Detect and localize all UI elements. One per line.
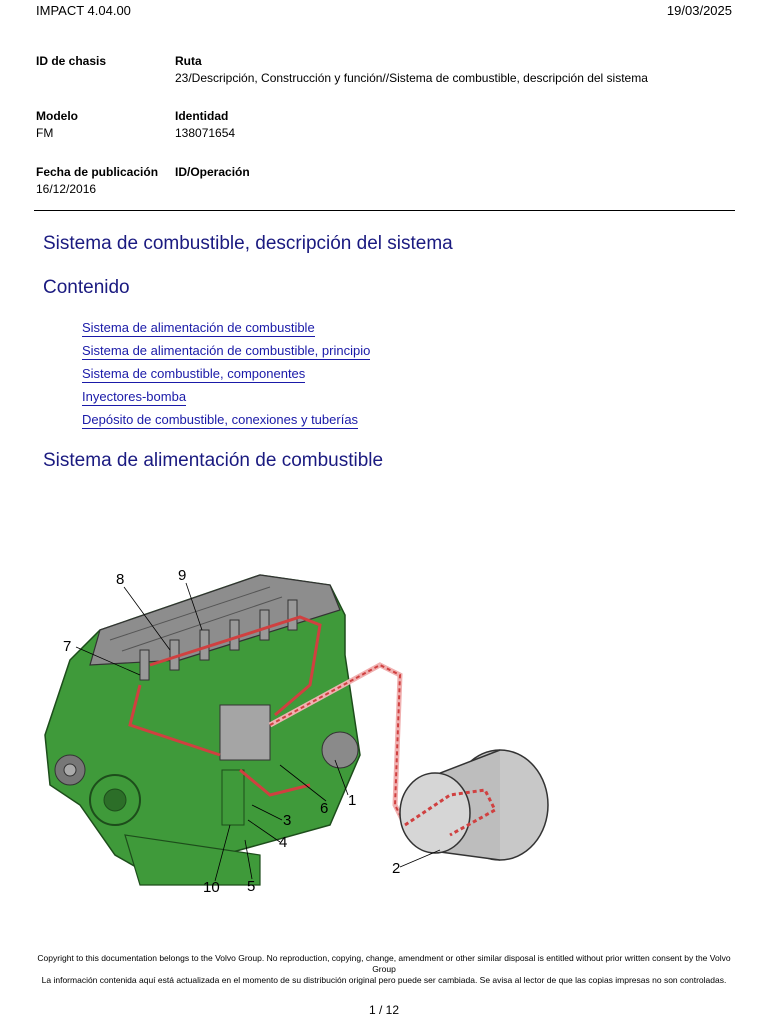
route-label: Ruta [175, 54, 202, 68]
callout-7: 7 [63, 638, 72, 655]
callout-1: 1 [348, 792, 357, 809]
fuel-system-illustration [30, 555, 560, 900]
chassis-block [36, 53, 106, 70]
contents-heading: Contenido [43, 277, 130, 298]
page-title: Sistema de combustible, descripción del sistema [43, 233, 453, 254]
page-number: 1 / 12 [368, 1003, 400, 1017]
callout-9: 9 [178, 567, 187, 584]
identity-label: Identidad [175, 109, 229, 123]
copyright-text: Copyright to this documentation belongs to the Volvo Group. No reproduction, copying, change, amendment or other similar disposal is entitled without prior written consent by the Volvo Group [37, 953, 731, 974]
chassis-label: ID de chasis [36, 54, 107, 68]
model-label: Modelo [36, 109, 78, 123]
table-of-contents [82, 319, 370, 434]
copyright-footer [30, 953, 738, 986]
callout-5: 5 [247, 878, 256, 895]
toc-link-unit-injectors[interactable]: Inyectores-bomba [82, 389, 187, 404]
toc-link-fuel-tank[interactable]: Depósito de combustible, conexiones y tuberías [82, 412, 359, 427]
operation-block [175, 164, 250, 181]
pubdate-block [36, 164, 158, 198]
print-date: 19/03/2025 [666, 3, 732, 18]
callout-4: 4 [279, 834, 288, 851]
route-block [175, 53, 648, 87]
model-block [36, 108, 78, 142]
callout-10: 10 [203, 879, 220, 896]
callout-2: 2 [392, 860, 401, 877]
app-version: IMPACT 4.04.00 [36, 3, 131, 18]
toc-link-fuel-components[interactable]: Sistema de combustible, componentes [82, 366, 306, 381]
callout-6: 6 [320, 800, 329, 817]
pubdate-value: 16/12/2016 [36, 182, 97, 196]
route-value: 23/Descripción, Construcción y función//Sistema de combustible, descripción del sistema [175, 71, 648, 85]
toc-link-fuel-supply-principle[interactable]: Sistema de alimentación de combustible, principio [82, 343, 371, 358]
section-heading: Sistema de alimentación de combustible [43, 450, 384, 471]
callout-3: 3 [283, 812, 292, 829]
pubdate-label: Fecha de publicación [36, 165, 159, 179]
model-value: FM [36, 126, 54, 140]
toc-link-fuel-supply[interactable]: Sistema de alimentación de combustible [82, 320, 315, 335]
callout-8: 8 [116, 571, 125, 588]
identity-block [175, 108, 235, 142]
disclaimer-text: La información contenida aquí está actualizada en el momento de su distribución original pero puede ser cambiada. Se avisa al lector de que las copias impresas no son controladas. [41, 975, 727, 985]
operation-label: ID/Operación [175, 165, 250, 179]
header-divider [34, 210, 735, 211]
identity-value: 138071654 [175, 126, 236, 140]
